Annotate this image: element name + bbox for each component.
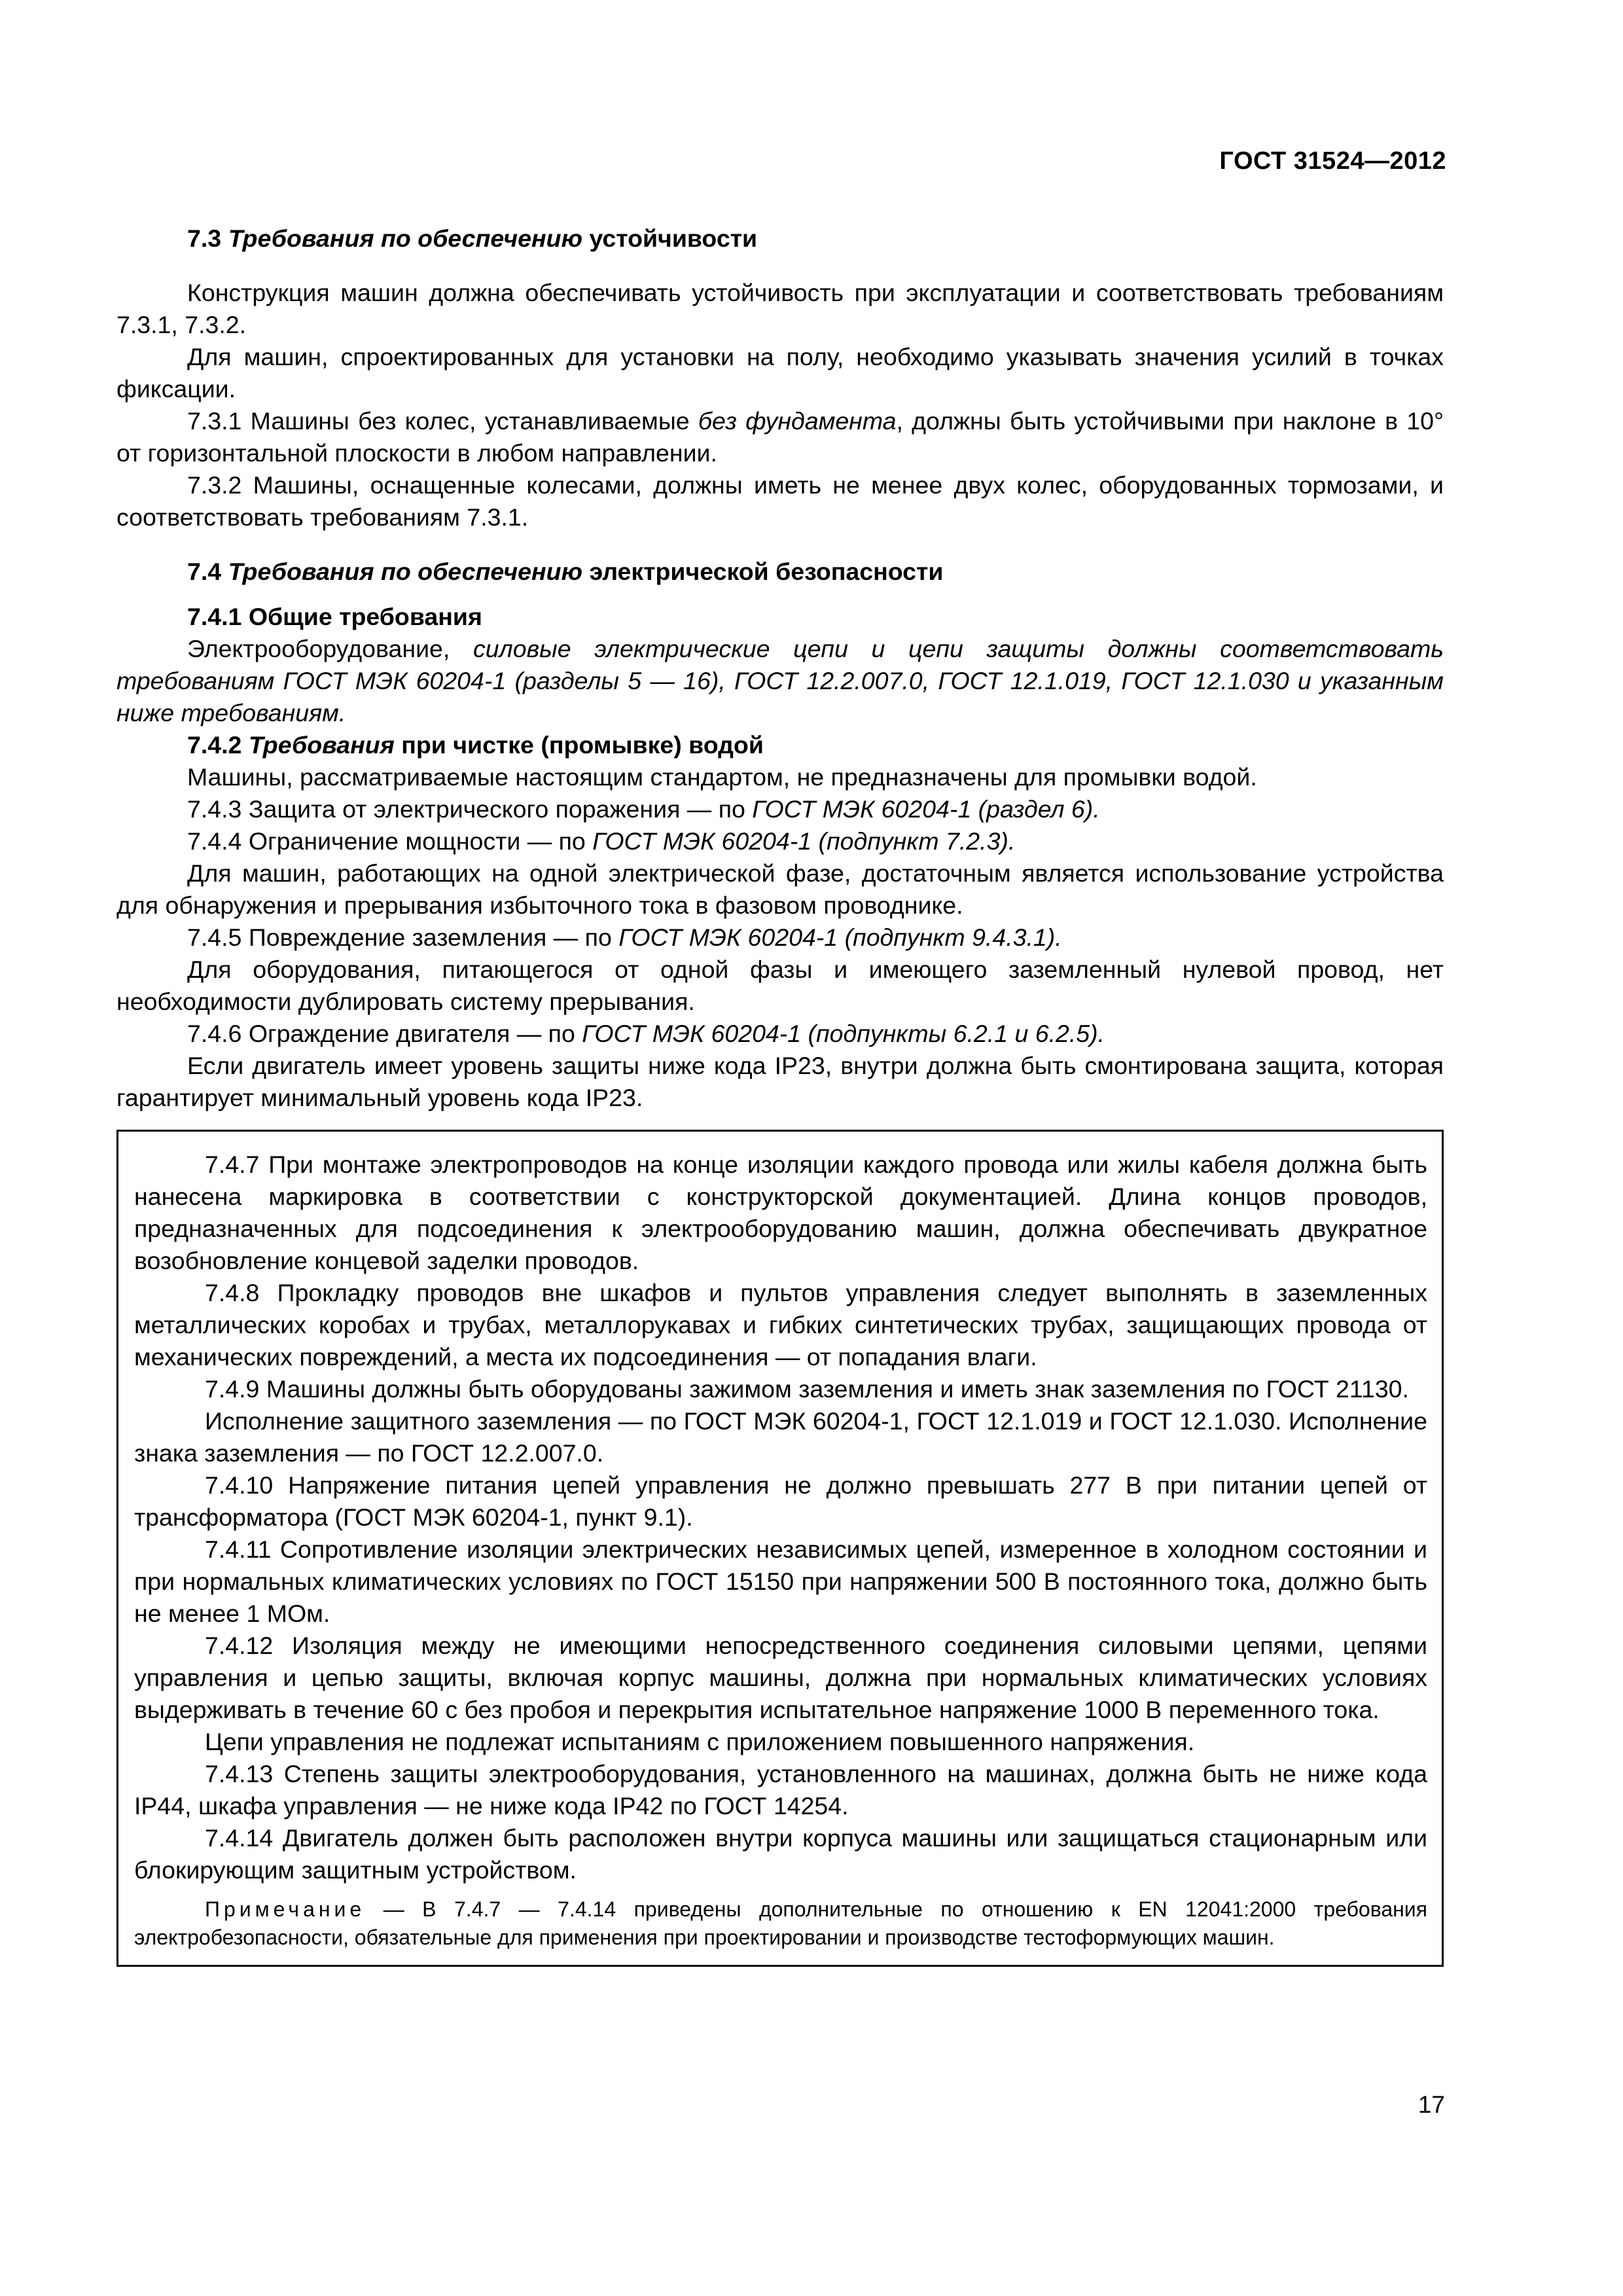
- italic-span: ГОСТ МЭК 60204-1 (подпункты 6.2.1 и 6.2.5).: [582, 1020, 1105, 1047]
- paragraph-7-4-12: 7.4.12 Изоляция между не имеющими непосредственного соединения силовыми цепями, цепями управления и цепью защиты, включая корпус машины, должна при нормальных климатических условиях выдерживать в течение 60 с без пробоя и перекрытия испытательное напряжение 1000 В переменного тока.: [134, 1632, 1427, 1723]
- paragraph-7-4-7: 7.4.7 При монтаже электропроводов на конце изоляции каждого провода или жилы кабеля должна быть нанесена маркировка в соответствии с конструкторской документацией. Длина концов проводов, предназначенных для подсоединения к электрооборудованию машин, должна обеспечивать двукратное возобновление концевой заделки проводов.: [134, 1151, 1427, 1274]
- text-span: 7.4.4 Ограничение мощности — по: [187, 827, 586, 855]
- italic-span: без фундамента: [698, 407, 897, 435]
- text-span: Электрооборудование,: [187, 635, 450, 662]
- section-number: 7.3: [187, 224, 222, 252]
- paragraph-7-4-1: [116, 633, 1444, 729]
- section-number: 7.4: [187, 558, 222, 585]
- paragraph: Исполнение защитного заземления — по ГОСТ МЭК 60204-1, ГОСТ 12.1.019 и ГОСТ 12.1.030. Исполнение знака заземления — по ГОСТ 12.2.007.0.: [134, 1407, 1427, 1467]
- section-title-rest: устойчивости: [589, 224, 758, 252]
- paragraph: Если двигатель имеет уровень защиты ниже кода IP23, внутри должна быть смонтирована защита, которая гарантирует минимальный уровень кода IP23.: [116, 1052, 1444, 1111]
- boxed-amendment-block: [116, 1130, 1444, 1967]
- note-label: Примечание: [205, 1897, 366, 1921]
- paragraph-7-3-1: [116, 405, 1444, 469]
- text-span: , должны быть устойчивыми при наклоне в 10° от горизонтальной плоскости в любом направлении.: [116, 407, 1444, 467]
- note: [134, 1895, 1427, 1952]
- italic-span: ГОСТ МЭК 60204-1 (подпункт 9.4.3.1).: [618, 924, 1062, 951]
- paragraph-7-4-6: [116, 1018, 1444, 1050]
- note-text: — В 7.4.7 — 7.4.14 приведены дополнительные по отношению к EN 12041:2000 требования электробезопасности, обязательные для применения при проектировании и производстве тестоформующих машин.: [134, 1897, 1427, 1949]
- section-7-3-heading: [116, 223, 1444, 255]
- section-title-italic: Требования по обеспечению: [228, 558, 583, 585]
- document-code: ГОСТ 31524—2012: [1219, 147, 1446, 175]
- title-italic: Требования: [248, 731, 395, 759]
- text-span: 7.3.1 Машины без колес, устанавливаемые: [187, 407, 690, 435]
- section-title-italic: Требования по обеспечению: [228, 224, 583, 252]
- paragraph-7-4-9: 7.4.9 Машины должны быть оборудованы зажимом заземления и иметь знак заземления по ГОСТ 21130.: [205, 1375, 1409, 1403]
- paragraph-7-4-11: 7.4.11 Сопротивление изоляции электрических независимых цепей, измеренное в холодном состоянии и при нормальных климатических условиях по ГОСТ 15150 при напряжении 500 В постоянного тока, должно быть не менее 1 МОм.: [134, 1535, 1427, 1627]
- paragraph-7-4-8: 7.4.8 Прокладку проводов вне шкафов и пультов управления следует выполнять в заземленных металлических коробах и трубах, металлорукавах и гибких синтетических трубах, защищающих провода от механических повреждений, а места их подсоединения — от попадания влаги.: [134, 1279, 1427, 1371]
- document-body: [116, 223, 1444, 1967]
- paragraph-7-3-2: 7.3.2 Машины, оснащенные колесами, должны иметь не менее двух колес, оборудованных тормозами, и соответствовать требованиям 7.3.1.: [116, 471, 1444, 531]
- italic-span: силовые электрические цепи и цепи защиты должны соответствовать требованиям ГОСТ МЭК 60204-1 (разделы 5 — 16), ГОСТ 12.2.007.0, ГОСТ 12.1.019, ГОСТ 12.1.030 и указанным ниже требованиям.: [116, 635, 1444, 726]
- paragraph: Для машин, работающих на одной электрической фазе, достаточным является использование устройства для обнаружения и прерывания избыточного тока в фазовом проводнике.: [116, 859, 1444, 919]
- paragraph-7-4-10: 7.4.10 Напряжение питания цепей управления не должно превышать 277 В при питании цепей от трансформатора (ГОСТ МЭК 60204-1, пункт 9.1).: [134, 1471, 1427, 1531]
- paragraph: Для оборудования, питающегося от одной фазы и имеющего заземленный нулевой провод, нет необходимости дублировать систему прерывания.: [116, 956, 1444, 1015]
- paragraph-7-4-14: 7.4.14 Двигатель должен быть расположен внутри корпуса машины или защищаться стационарным или блокирующим защитным устройством.: [134, 1824, 1427, 1884]
- paragraph-7-4-3: [116, 793, 1444, 825]
- section-7-4-heading: [116, 556, 1444, 588]
- text-span: 7.4.5 Повреждение заземления — по: [187, 924, 612, 951]
- text-span: 7.4.3 Защита от электрического поражения — по: [187, 795, 745, 823]
- paragraph: Цепи управления не подлежат испытаниям с приложением повышенного напряжения.: [205, 1728, 1195, 1755]
- paragraph-7-4-2: Машины, рассматриваемые настоящим стандартом, не предназначены для промывки водой.: [187, 763, 1257, 791]
- section-title-rest: электрической безопасности: [589, 558, 944, 585]
- text-span: 7.4.6 Ограждение двигателя — по: [187, 1020, 575, 1047]
- subsection-7-4-2-heading: [116, 729, 1444, 761]
- paragraph-7-4-13: 7.4.13 Степень защиты электрооборудования, установленного на машинах, должна быть не ниже кода IP44, шкафа управления — не ниже кода IP42 по ГОСТ 14254.: [134, 1760, 1427, 1820]
- paragraph-7-4-4: [116, 825, 1444, 857]
- italic-span: ГОСТ МЭК 60204-1 (подпункт 7.2.3).: [592, 827, 1016, 855]
- title-rest: при чистке (промывке) водой: [401, 731, 764, 759]
- paragraph: Для машин, спроектированных для установки на полу, необходимо указывать значения усилий в точках фиксации.: [116, 343, 1444, 403]
- page-number: 17: [1418, 2091, 1445, 2118]
- section-number: 7.4.2: [187, 731, 242, 759]
- subsection-7-4-1-heading: 7.4.1 Общие требования: [187, 603, 482, 630]
- paragraph-7-4-5: [116, 922, 1444, 954]
- italic-span: ГОСТ МЭК 60204-1 (раздел 6).: [752, 795, 1100, 823]
- paragraph: Конструкция машин должна обеспечивать устойчивость при эксплуатации и соответствовать требованиям 7.3.1, 7.3.2.: [116, 279, 1444, 338]
